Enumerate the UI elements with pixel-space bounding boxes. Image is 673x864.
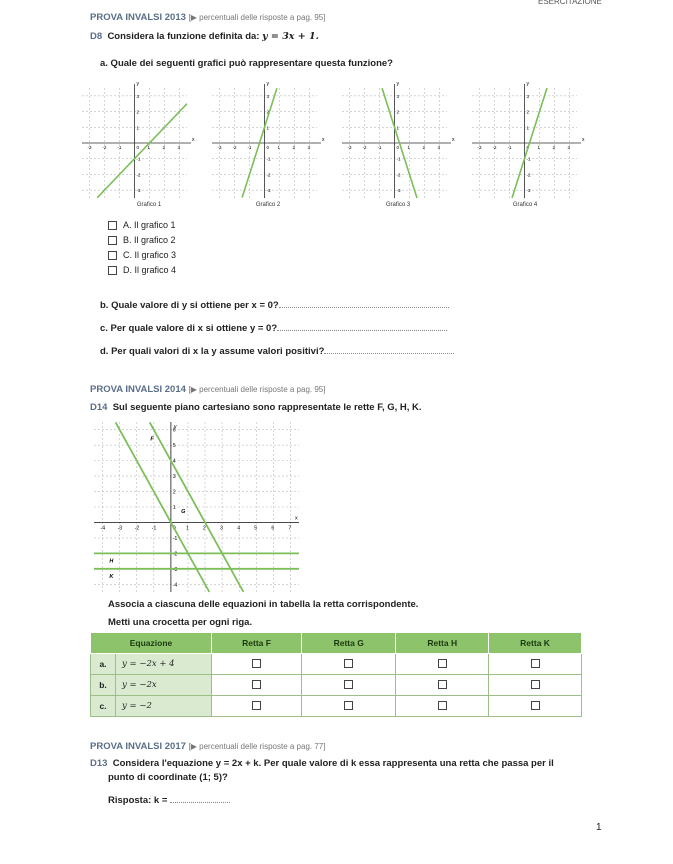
tick-label: 0 bbox=[266, 145, 270, 150]
answer-label: Risposta: k = bbox=[108, 795, 171, 806]
tick-label: -3 bbox=[526, 188, 531, 194]
tick-label: -3 bbox=[172, 566, 178, 573]
question-id: D13 bbox=[90, 758, 108, 769]
tick-label: -4 bbox=[172, 582, 178, 589]
header-retta-g: Retta G bbox=[302, 633, 396, 654]
tick-label: 4 bbox=[172, 458, 176, 465]
axis-label-x: x bbox=[192, 137, 195, 143]
cell-g bbox=[302, 696, 396, 717]
section-ref: [▶ percentuali delle risposte a pag. 77] bbox=[188, 742, 326, 751]
section-ref: [▶ percentuali delle risposte a pag. 95] bbox=[188, 385, 326, 394]
section-title: PROVA INVALSI 2017 bbox=[90, 741, 186, 752]
tick-label: 1 bbox=[396, 125, 400, 131]
section-ref: [▶ percentuali delle risposte a pag. 95] bbox=[188, 13, 326, 22]
cell-f bbox=[212, 696, 302, 717]
tick-label: -1 bbox=[247, 145, 252, 150]
section-2017-header bbox=[90, 741, 325, 752]
question-d-text: d. Per quali valori di x la y assume valori positivi? bbox=[100, 346, 325, 357]
answer-line[interactable] bbox=[279, 307, 449, 308]
line-label-k: K bbox=[109, 574, 114, 581]
tick-label: 1 bbox=[185, 525, 189, 532]
question-id: D8 bbox=[90, 31, 103, 42]
cell-k bbox=[489, 696, 582, 717]
section-title: PROVA INVALSI 2014 bbox=[90, 384, 186, 395]
question-b bbox=[100, 300, 449, 311]
tick-label: 2 bbox=[172, 489, 176, 496]
section-2014-header bbox=[90, 384, 325, 395]
cell-h bbox=[396, 675, 489, 696]
tick-label: -1 bbox=[507, 145, 512, 150]
option-label: A. Il grafico 1 bbox=[123, 220, 176, 230]
table-header-row bbox=[91, 633, 582, 654]
axis-label-y: y bbox=[526, 81, 529, 87]
tick-label: -2 bbox=[492, 145, 497, 150]
question-text: Sul seguente piano cartesiano sono rappresentate le rette F, G, H, K. bbox=[112, 402, 422, 413]
tick-label: -3 bbox=[477, 145, 482, 150]
tick-label: 1 bbox=[136, 125, 140, 131]
line-label-g: G bbox=[181, 509, 186, 516]
tick-label: 2 bbox=[292, 145, 296, 150]
question-text: Considera la funzione definita da: bbox=[107, 31, 260, 42]
question-a: a. Quale dei seguenti grafici può rappresentare questa funzione? bbox=[100, 58, 393, 69]
page-number: 1 bbox=[596, 822, 602, 833]
question-text-2: punto di coordinate (1; 5)? bbox=[108, 772, 228, 783]
graph-2 bbox=[212, 81, 325, 198]
axis-label-y: y bbox=[396, 81, 399, 87]
question-d bbox=[100, 346, 454, 357]
checkbox[interactable] bbox=[252, 701, 261, 710]
assoc-text: Associa a ciascuna delle equazioni in tabella la retta corrispondente. bbox=[108, 599, 419, 610]
tick-label: 2 bbox=[552, 145, 556, 150]
option-checkbox[interactable] bbox=[108, 266, 117, 275]
association-table bbox=[90, 632, 582, 717]
option-label: B. Il grafico 2 bbox=[123, 235, 176, 245]
table-row bbox=[91, 696, 582, 717]
option-b[interactable] bbox=[108, 235, 176, 245]
axis-label-y: y bbox=[136, 81, 139, 87]
section-2013-header bbox=[90, 12, 325, 23]
tick-label: 1 bbox=[277, 145, 281, 150]
section-title: PROVA INVALSI 2013 bbox=[90, 12, 186, 23]
tick-label: 3 bbox=[437, 145, 441, 150]
line-label-h: H bbox=[109, 558, 114, 565]
line-label-f: F bbox=[150, 436, 154, 443]
cell-f bbox=[212, 654, 302, 675]
tick-label: 1 bbox=[526, 125, 530, 131]
formula: y = 3x + 1. bbox=[262, 31, 319, 42]
axis-label-y: y bbox=[173, 424, 177, 430]
tick-label: 6 bbox=[271, 525, 275, 532]
tick-label: 1 bbox=[537, 145, 541, 150]
tick-label: 3 bbox=[396, 93, 400, 99]
graph-4 bbox=[472, 81, 585, 198]
tick-label: -1 bbox=[136, 156, 141, 162]
axis-label-x: x bbox=[582, 137, 585, 143]
question-b-text: b. Quale valore di y si ottiene per x = 0? bbox=[100, 300, 279, 311]
tick-label: 6 bbox=[172, 427, 176, 434]
tick-label: 3 bbox=[136, 93, 140, 99]
checkbox[interactable] bbox=[438, 701, 447, 710]
header-retta-h: Retta H bbox=[396, 633, 489, 654]
tick-label: 1 bbox=[172, 505, 176, 511]
option-checkbox[interactable] bbox=[108, 221, 117, 230]
tick-label: 0 bbox=[136, 145, 140, 150]
tick-label: 5 bbox=[172, 443, 176, 450]
tick-label: -3 bbox=[136, 188, 141, 194]
question-id: D14 bbox=[90, 402, 108, 413]
tick-label: 0 bbox=[396, 145, 400, 150]
option-label: D. Il grafico 4 bbox=[123, 265, 177, 275]
graph-3 bbox=[342, 81, 455, 198]
answer-line[interactable] bbox=[277, 330, 447, 331]
option-a[interactable] bbox=[108, 220, 176, 230]
row-equation: y = −2x + 4 bbox=[116, 654, 212, 675]
tick-label: -2 bbox=[172, 551, 178, 558]
small-graphs bbox=[70, 80, 590, 215]
header-retta-k: Retta K bbox=[489, 633, 582, 654]
axis-label-y: y bbox=[266, 81, 269, 87]
tick-label: -1 bbox=[526, 156, 531, 162]
checkbox[interactable] bbox=[252, 659, 261, 668]
tick-label: 5 bbox=[254, 525, 258, 532]
tick-label: 3 bbox=[220, 525, 223, 532]
row-label: c. bbox=[91, 696, 116, 717]
tick-label: -2 bbox=[396, 172, 401, 178]
tick-label: -2 bbox=[134, 525, 140, 532]
row-equation: y = −2x bbox=[116, 675, 212, 696]
question-d13 bbox=[90, 758, 590, 769]
tick-label: 4 bbox=[237, 525, 240, 532]
question-d8 bbox=[90, 31, 319, 42]
metti-text: Metti una crocetta per ogni riga. bbox=[108, 617, 253, 628]
cartesian-plane bbox=[94, 422, 299, 592]
answer-line[interactable] bbox=[324, 353, 454, 354]
answer-input[interactable] bbox=[170, 802, 230, 803]
tick-label: 2 bbox=[396, 109, 400, 115]
tick-label: -1 bbox=[377, 145, 382, 150]
tick-label: -2 bbox=[362, 145, 367, 150]
graph-caption-1: Grafico 1 bbox=[136, 202, 162, 208]
tick-label: -1 bbox=[266, 156, 271, 162]
tick-label: 2 bbox=[266, 109, 270, 115]
tick-label: -1 bbox=[172, 535, 178, 542]
option-d[interactable] bbox=[108, 265, 176, 275]
big-graph bbox=[90, 420, 305, 595]
tick-label: 7 bbox=[288, 525, 292, 532]
tick-label: 2 bbox=[162, 145, 166, 150]
checkbox[interactable] bbox=[344, 659, 353, 668]
tick-label: 3 bbox=[307, 145, 311, 150]
question-c-text: c. Per quale valore di x si ottiene y = 0? bbox=[100, 323, 278, 334]
header-equazione: Equazione bbox=[91, 633, 212, 654]
question-d14 bbox=[90, 402, 422, 413]
checkbox[interactable] bbox=[344, 680, 353, 689]
question-c bbox=[100, 323, 447, 334]
tick-label: 3 bbox=[526, 93, 530, 99]
answer-row bbox=[108, 795, 230, 806]
cell-g bbox=[302, 675, 396, 696]
row-equation: y = −2 bbox=[116, 696, 212, 717]
tick-label: -2 bbox=[102, 145, 107, 150]
checkbox[interactable] bbox=[438, 680, 447, 689]
tick-label: 2 bbox=[203, 525, 206, 532]
option-checkbox[interactable] bbox=[108, 251, 117, 260]
checkbox[interactable] bbox=[252, 680, 261, 689]
tick-label: -3 bbox=[266, 188, 271, 194]
checkbox[interactable] bbox=[344, 701, 353, 710]
tick-label: 3 bbox=[567, 145, 571, 150]
checkbox[interactable] bbox=[531, 701, 540, 710]
tick-label: 3 bbox=[266, 93, 270, 99]
graph-caption-3: Grafico 3 bbox=[385, 202, 411, 208]
option-label: C. Il grafico 3 bbox=[123, 250, 177, 260]
cell-h bbox=[396, 696, 489, 717]
row-label: a. bbox=[91, 654, 116, 675]
tick-label: -2 bbox=[232, 145, 237, 150]
checkbox[interactable] bbox=[531, 680, 540, 689]
header-retta-f: Retta F bbox=[212, 633, 302, 654]
cell-k bbox=[489, 654, 582, 675]
tick-label: 2 bbox=[526, 109, 530, 115]
tick-label: 1 bbox=[407, 145, 411, 150]
cell-g bbox=[302, 654, 396, 675]
option-checkbox[interactable] bbox=[108, 236, 117, 245]
tick-label: 3 bbox=[172, 474, 176, 481]
header-fragment: ESERCITAZIONE bbox=[538, 0, 602, 6]
tick-label: -3 bbox=[347, 145, 352, 150]
axis-label-x: x bbox=[295, 515, 298, 522]
graph-caption-2: Grafico 2 bbox=[255, 202, 281, 208]
tick-label: 1 bbox=[266, 125, 270, 131]
tick-label: -2 bbox=[136, 172, 141, 178]
tick-label: -3 bbox=[396, 188, 401, 194]
option-c[interactable] bbox=[108, 250, 176, 260]
question-text-1: Considera l'equazione y = 2x + k. Per quale valore di k essa rappresenta una retta che passa per il bbox=[112, 758, 554, 769]
tick-label: -1 bbox=[396, 156, 401, 162]
tick-label: -3 bbox=[87, 145, 92, 150]
checkbox[interactable] bbox=[438, 659, 447, 668]
tick-label: -1 bbox=[151, 525, 157, 532]
tick-label: -2 bbox=[266, 172, 271, 178]
tick-label: 2 bbox=[422, 145, 426, 150]
row-label: b. bbox=[91, 675, 116, 696]
function-line bbox=[97, 104, 187, 198]
tick-label: 3 bbox=[177, 145, 181, 150]
tick-label: -3 bbox=[117, 525, 123, 532]
checkbox[interactable] bbox=[531, 659, 540, 668]
table-row bbox=[91, 675, 582, 696]
cell-f bbox=[212, 675, 302, 696]
tick-label: -3 bbox=[217, 145, 222, 150]
tick-label: 1 bbox=[147, 145, 151, 150]
tick-label: -2 bbox=[526, 172, 531, 178]
cell-h bbox=[396, 654, 489, 675]
tick-label: -1 bbox=[117, 145, 122, 150]
axis-label-x: x bbox=[322, 137, 325, 143]
tick-label: -4 bbox=[100, 525, 105, 532]
graph-1 bbox=[82, 81, 195, 198]
table-row bbox=[91, 654, 582, 675]
graph-caption-4: Grafico 4 bbox=[512, 202, 538, 208]
cell-k bbox=[489, 675, 582, 696]
tick-label: 2 bbox=[136, 109, 140, 115]
axis-label-x: x bbox=[452, 137, 455, 143]
